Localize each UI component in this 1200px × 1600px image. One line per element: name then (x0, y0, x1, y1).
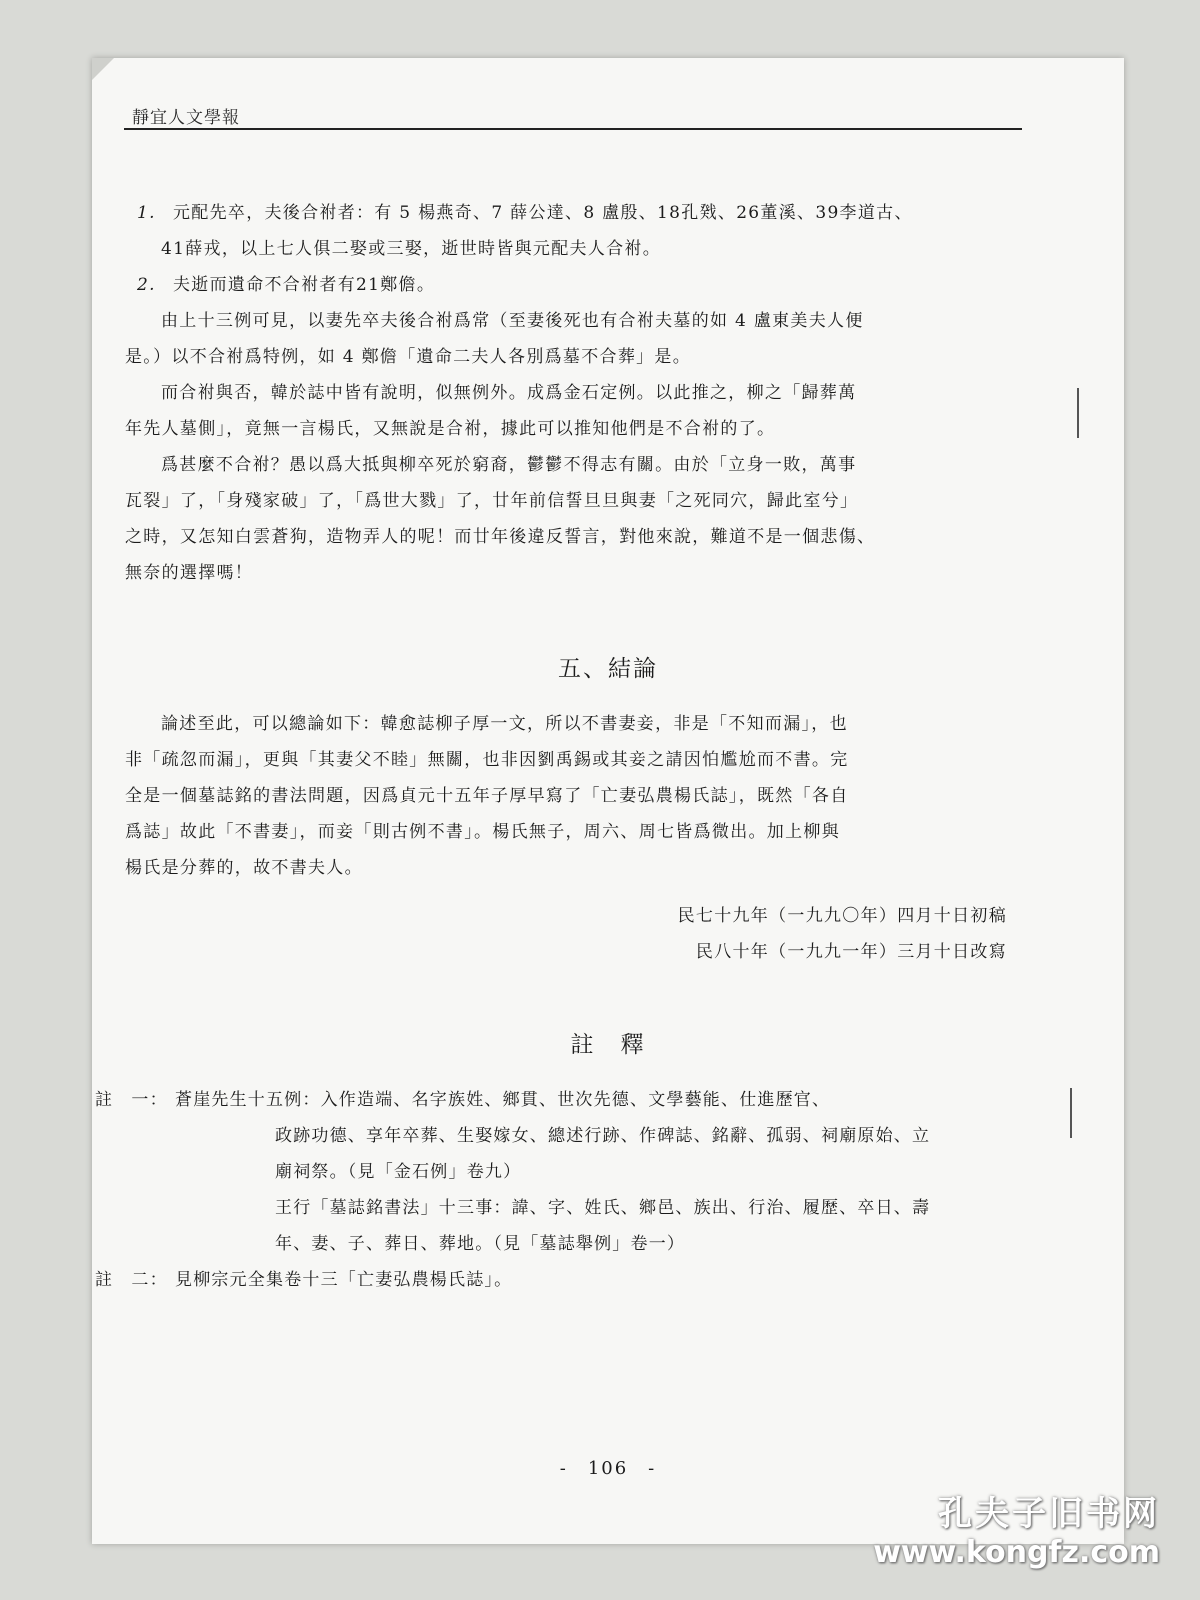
paragraph-line: 無奈的選擇嗎！ (125, 563, 254, 583)
list-number: 2. (137, 275, 156, 295)
section-heading-notes: 註 釋 (570, 1032, 646, 1058)
paragraph-line: 爲甚麼不合祔？愚以爲大抵與柳卒死於窮裔，鬱鬱不得志有關。由於「立身一敗，萬事 (161, 455, 857, 475)
paragraph-line: 非「疏忽而漏」，更與「其妻父不睦」無關，也非因劉禹錫或其妾之請因怕尷尬而不書。完 (125, 750, 849, 770)
notes-list (95, 1082, 1025, 1298)
note-text: 蒼崖先生十五例：入作造端、名字族姓、鄉貫、世次先德、文學藝能、仕進歷官、 (175, 1090, 831, 1110)
journal-title: 靜宜人文學報 (132, 108, 240, 128)
signature-line: 民七十九年（一九九〇年）四月十日初稿 (677, 906, 1007, 926)
paragraph-line: 論述至此，可以總論如下：韓愈誌柳子厚一文，所以不書妻妾，非是「不知而漏」，也 (161, 714, 848, 734)
paragraph-line: 全是一個墓誌銘的書法問題，因爲貞元十五年子厚早寫了「亡妻弘農楊氏誌」，既然「各自 (125, 786, 849, 806)
note-label: 註 二： (95, 1270, 168, 1290)
list-number: 1. (137, 203, 156, 223)
note-text-cont: 廟祠祭。（見「金石例」卷九） (275, 1162, 522, 1182)
paragraph-line: 年先人墓側」，竟無一言楊氏，又無說是合祔，據此可以推知他們是不合祔的了。 (125, 419, 776, 439)
binding-staple-top (1077, 388, 1079, 438)
watermark-url: www.kongfz.com (873, 1535, 1160, 1570)
body-text (125, 195, 1015, 591)
note-text-cont: 王行「墓誌銘書法」十三事：諱、字、姓氏、鄉邑、族出、行治、履歷、卒日、壽 (275, 1198, 931, 1218)
watermark (873, 1486, 1160, 1570)
note-item (95, 1082, 1025, 1118)
paragraph-line: 楊氏是分葬的，故不書夫人。 (125, 858, 363, 878)
note-item (95, 1262, 1025, 1298)
note-label: 註 一： (95, 1090, 168, 1110)
list-text-cont: 41薛戎，以上七人俱二娶或三娶，逝世時皆與元配夫人合祔。 (161, 239, 662, 259)
paragraph-line: 之時，又怎知白雲蒼狗，造物弄人的呢！而廿年後違反誓言，對他來說，難道不是一個悲傷、 (125, 527, 876, 547)
note-text: 見柳宗元全集卷十三「亡妻弘農楊氏誌」。 (175, 1270, 513, 1290)
list-text: 夫逝而遺命不合祔者有21鄭儋。 (173, 275, 436, 295)
signature-line: 民八十年（一九九一年）三月十日改寫 (695, 942, 1007, 962)
paragraph-line: 瓦裂」了，「身殘家破」了，「爲世大戮」了，廿年前信誓旦旦與妻「之死同穴，歸此室兮」 (125, 491, 859, 511)
list-item (125, 195, 1015, 231)
watermark-title: 孔夫子旧书网 (938, 1494, 1160, 1534)
paragraph-line: 爲誌」故此「不書妻」，而妾「則古例不書」。楊氏無子，周六、周七皆爲微出。加上柳與 (125, 822, 840, 842)
paragraph-line: 而合祔與否，韓於誌中皆有說明，似無例外。成爲金石定例。以此推之，柳之「歸葬萬 (161, 383, 857, 403)
conclusion-text (125, 706, 1015, 886)
section-heading-conclusion: 五、結論 (558, 656, 658, 682)
header-rule (124, 128, 1022, 130)
paragraph-line: 由上十三例可見，以妻先卒夫後合祔爲常（至妻後死也有合祔夫墓的如 4 盧東美夫人便 (161, 311, 864, 331)
note-text-cont: 政跡功德、享年卒葬、生娶嫁女、總述行跡、作碑誌、銘辭、孤弱、祠廟原始、立 (275, 1126, 931, 1146)
document-page (92, 58, 1124, 1544)
page-number: - 106 - (559, 1458, 657, 1479)
note-text-cont: 年、妻、子、葬日、葬地。（見「墓誌舉例」卷一） (275, 1234, 686, 1254)
list-item (125, 267, 1015, 303)
binding-staple-bottom (1070, 1088, 1072, 1138)
page-corner-fold (92, 58, 114, 80)
paragraph-line: 是。）以不合祔爲特例，如 4 鄭儋「遺命二夫人各別爲墓不合葬」是。 (125, 347, 692, 367)
list-text: 元配先卒，夫後合祔者：有 5 楊燕奇、7 薛公達、8 盧殷、18孔戣、26董溪、39李道古、 (173, 203, 913, 223)
signature-block (125, 898, 1015, 970)
